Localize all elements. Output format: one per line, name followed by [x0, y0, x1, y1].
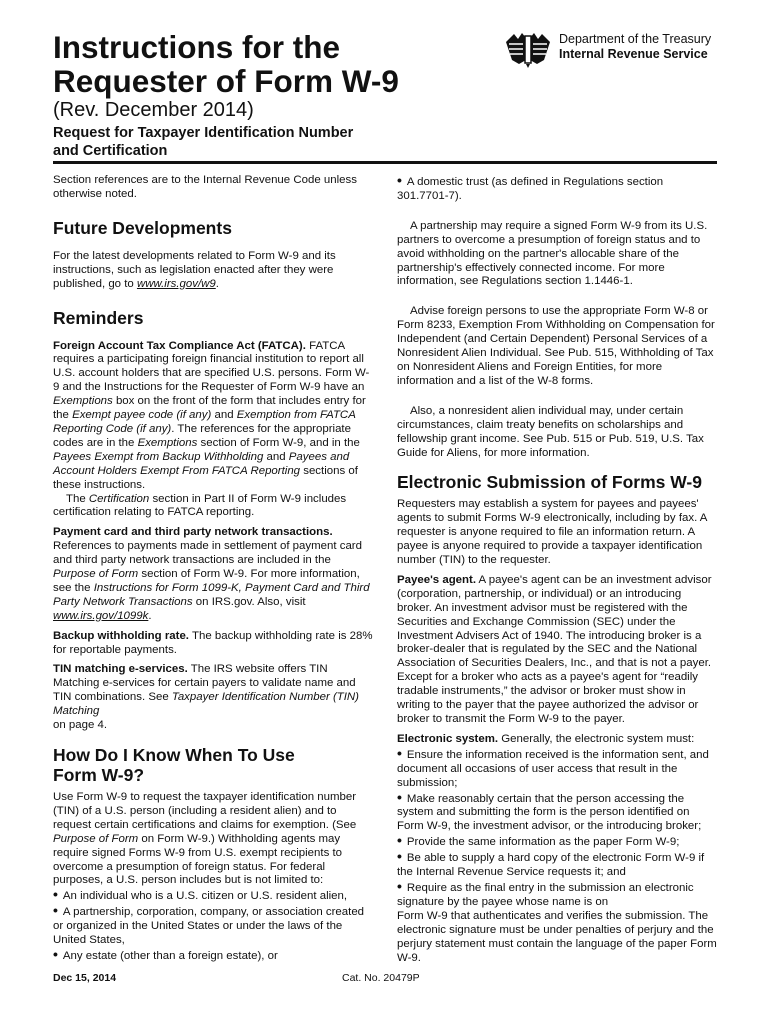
title-line-2: Requester of Form W-9 [53, 63, 399, 99]
how-do-i-know-paragraph: Use Form W-9 to request the taxpayer identification number (TIN) of a U.S. person (including a resident alien) and to request certain certifications and claims for exemption. (See Purpose of Form on Form W-9.) Withholding agents may require signed Forms W-9 from U.S. exempt recipients to overcome a presumption of foreign status. For federal purposes, a U.S. person includes but is not limited to: [53, 791, 357, 887]
subtitle-line-2: and Certification [53, 142, 168, 159]
future-developments-paragraph: For the latest developments related to Form W-9 and its instructions, such as legislation enacted after they were published, go to www.irs.gov/w9. [53, 249, 336, 290]
form-subtitle [53, 125, 453, 160]
irs-w9-link[interactable]: www.irs.gov/w9 [136, 277, 216, 290]
payment-card-paragraph: Payment card and third party network transactions. References to payments made in settlement of payment card and third party network transactions are included in the Purpose of Form section of Form W-9. For more information, see the Instructions for Form 1099-K, Payment Card and Third Party Network Transactions on IRS.gov. Also, visit www.irs.gov/1099k. [53, 526, 370, 622]
subtitle-line-1: Request for Taxpayer Identification Number [53, 125, 354, 141]
fatca-paragraph: Foreign Account Tax Compliance Act (FATCA). FATCA requires a participating foreign financial institution to report all U.S. account holders that are specified U.S. persons. Form W-9 and the Instructions for the Requester of Form W-9 have an Exemptions box on the front of the form that includes entry for the Exempt payee code (if any) and Exemption from FATCA Reporting Code (if any). The references for the appropriate codes are in the Exemptions section of Form W-9, and in the Payees Exempt from Backup Withholding and Payees and Account Holders Exempt From FATCA Reporting sections of these instructions. [53, 339, 370, 491]
domestic-trust-bullet: • A domestic trust (as defined in Regulations section 301.7701-7). [397, 174, 717, 204]
nonresident-alien-paragraph: Also, a nonresident alien individual may, under certain circumstances, claim treaty benefits on scholarships and fellowship grant income. See Pub. 515 or Pub. 519, U.S. Tax Guide for Aliens, for more information. [397, 404, 704, 459]
future-developments-heading: Future Developments [53, 217, 232, 238]
electronic-submission-heading: Electronic Submission of Forms W-9 [397, 472, 702, 493]
partnership-paragraph: A partnership may require a signed Form W-9 from its U.S. partners to overcome a presumption of foreign status and to avoid withholding on the partner's allocable share of the partnership's effectively connected income. For more information, see Regulations section 1.1446-1. [397, 219, 708, 288]
electronic-system-bullet: • Provide the same information as the paper Form W-9; [397, 834, 717, 850]
electronic-signature-paragraph: Form W-9 that authenticates and verifies the submission. The electronic signature must be under penalties of perjury and the perjury statement must contain the language of the paper Form W-9. [397, 909, 717, 964]
backup-withholding-paragraph: Backup withholding rate. The backup withholding rate is 28% for reportable payments. [53, 629, 373, 656]
electronic-system-paragraph: Electronic system. Generally, the electronic system must: [397, 732, 695, 745]
tin-matching-paragraph: TIN matching e-services. The IRS website offers TIN Matching e-services for certain payers to validate name and TIN combinations. See Taxpayer Identification Number (TIN) Matching on page 4. [53, 663, 359, 732]
right-column [397, 174, 717, 965]
irs-1099k-link[interactable]: www.irs.gov/1099k [53, 609, 149, 622]
us-person-bullet: • An individual who is a U.S. citizen or U.S. resident alien, [53, 888, 375, 904]
reminders-heading: Reminders [53, 307, 144, 328]
catalog-number: Cat. No. 20479P [342, 972, 420, 984]
title-line-1: Instructions for the [53, 29, 341, 65]
irs-eagle-logo-icon [504, 30, 552, 68]
how-do-i-know-heading: How Do I Know When To Use Form W-9? [53, 745, 295, 785]
electronic-system-bullet: • Require as the final entry in the submission an electronic signature by the payee whose name is on [397, 880, 717, 910]
us-person-bullet: • Any estate (other than a foreign estate), or [53, 948, 375, 964]
electronic-system-bullet: • Make reasonably certain that the person accessing the system and submitting the form is the person identified on Form W-9, the investment advisor, or the introducing broker; [397, 791, 717, 835]
left-column [53, 174, 375, 964]
page-title [53, 30, 399, 98]
header-divider [53, 161, 717, 164]
us-person-bullet: • A partnership, corporation, company, or association created or organized in the United States or under the laws of the United States, [53, 904, 375, 948]
electronic-system-bullet: • Ensure the information received is the information sent, and document all occasions of user access that result in the submission; [397, 747, 717, 791]
electronic-submission-paragraph: Requesters may establish a system for payees and payees' agents to submit Forms W-9 electronically, including by fax. A requester is anyone required to file an information return. A payee is anyone required to provide a taxpayer identification number (TIN) to the requester. [397, 498, 707, 567]
certification-paragraph: The Certification section in Part II of Form W-9 includes certification relating to FATCA reporting. [53, 492, 347, 519]
electronic-system-bullet: • Be able to supply a hard copy of the electronic Form W-9 if the Internal Revenue Service requests it; and [397, 850, 717, 880]
revision-date: (Rev. December 2014) [53, 99, 254, 121]
intro-paragraph: Section references are to the Internal Revenue Code unless otherwise noted. [53, 174, 357, 200]
payee-agent-paragraph: Payee's agent. A payee's agent can be an investment advisor (corporation, partnership, or individual) or an introducing broker. An investment advisor must be registered with the Securities and Exchange Commission (SEC) under the Investment Advisers Act of 1940. The introducing broker is a broker-dealer that is regulated by the SEC and the National Association of Securities Dealers, Inc., and that is not a payer. Except for a broker who acts as a payee's agent for “readily tradable instruments,” the advisor or broker must show in writing to the payer that the payee authorized the advisor or broker to transmit the Form W-9 to the payer. [397, 573, 712, 725]
agency-name [559, 32, 711, 62]
footer-date: Dec 15, 2014 [53, 972, 117, 984]
foreign-persons-paragraph: Advise foreign persons to use the appropriate Form W-8 or Form 8233, Exemption From Withholding on Compensation for Independent (and Certain Dependent) Personal Services of a Nonresident Alien Individual. See Pub. 515, Withholding of Tax on Nonresident Aliens and Foreign Entities, for more information and a list of the W-8 forms. [397, 305, 715, 387]
agency-irs: Internal Revenue Service [559, 47, 708, 61]
agency-department: Department of the Treasury [559, 32, 712, 46]
